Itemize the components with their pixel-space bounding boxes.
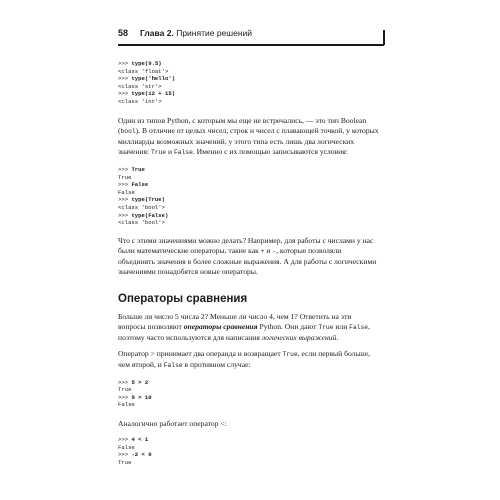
code-input-line xyxy=(118,379,380,387)
paragraph: Больше ли число 5 числа 2? Меньше ли число 4, чем 1? Ответить на эти вопросы позволяют операторы сравнения Python. Они дают True или False, поэтому часто используются для написания логических выражений. xyxy=(118,312,370,343)
code-prompt: >>> xyxy=(118,436,132,443)
code-block xyxy=(118,166,380,227)
code-output-line: <class 'bool'> xyxy=(118,219,165,227)
paragraph: Что с этими значениями можно делать? Например, для работы с числами у нас были математические операторы, такие как + и -, которые позволяли объединять значения в более сложные выражения. А для работы с логическими значениями понадобятся новые операторы. xyxy=(118,235,377,276)
paragraph: Один из типов Python, с которым мы еще не встречались, — это тип Boolean (bool). В отличие от целых чисел, строк и чисел с плавающей точкой, у которых миллиарды возможных значений, у этого типа есть лишь два логических значения: True и False. Именно с их помощью записываются условия: xyxy=(118,115,379,156)
code-output-line: False xyxy=(118,401,135,409)
section-heading: Операторы сравнения xyxy=(118,293,248,306)
code-block xyxy=(118,379,380,409)
code-input-line xyxy=(118,212,380,220)
page-number: 58 xyxy=(118,28,129,38)
code-output-line: <class 'str'> xyxy=(118,82,162,90)
code-input-line xyxy=(118,90,380,98)
chapter-title: Принятие решений xyxy=(176,28,253,38)
code-input-line xyxy=(118,166,380,174)
code-input-line xyxy=(118,60,380,68)
code-input-line xyxy=(118,181,380,189)
code-output-line: True xyxy=(118,386,132,394)
code-input-line xyxy=(118,451,380,459)
code-input: type(12 + 15) xyxy=(131,90,176,98)
code-output-line: False xyxy=(118,188,135,196)
code-output-line: <class 'float'> xyxy=(118,67,169,75)
code-output-line: True xyxy=(118,173,132,181)
code-prompt: >>> xyxy=(118,393,132,401)
code-output-line: False xyxy=(118,443,135,451)
paragraph: Аналогично работает оператор <: xyxy=(118,418,227,428)
header-rule xyxy=(118,44,384,46)
code-input-line xyxy=(118,436,380,444)
code-prompt: >>> xyxy=(118,60,132,67)
chapter-label: Глава 2. xyxy=(140,28,174,38)
code-block xyxy=(118,436,380,466)
code-input: False xyxy=(131,181,149,189)
code-block xyxy=(118,60,380,106)
code-prompt: >>> xyxy=(118,196,132,204)
code-input: 5 > 2 xyxy=(131,378,149,386)
code-output-line: <class 'bool'> xyxy=(118,203,165,211)
code-input: type('hello') xyxy=(131,75,176,83)
code-input: 9 > 10 xyxy=(131,393,152,401)
code-input: True xyxy=(131,165,145,173)
code-input: -2 < 0 xyxy=(131,451,152,459)
code-input: type(9.5) xyxy=(131,60,162,67)
code-input-line xyxy=(118,394,380,402)
code-input: type(False) xyxy=(131,211,169,219)
paragraph: Оператор > принимает два операнда и возвращает True, если первый больше, чем второй, и False в противном случае: xyxy=(118,349,371,370)
code-prompt: >>> xyxy=(118,211,132,219)
running-header xyxy=(118,28,380,38)
code-prompt: >>> xyxy=(118,75,132,83)
code-input: type(True) xyxy=(131,196,166,204)
code-prompt: >>> xyxy=(118,90,132,98)
page-body xyxy=(118,50,380,466)
code-prompt: >>> xyxy=(118,378,132,386)
code-input: 4 < 1 xyxy=(131,436,149,443)
code-output-line: <class 'int'> xyxy=(118,97,162,105)
code-input-line xyxy=(118,75,380,83)
code-prompt: >>> xyxy=(118,451,132,459)
code-prompt: >>> xyxy=(118,181,132,189)
code-input-line xyxy=(118,196,380,204)
code-output-line: True xyxy=(118,458,132,466)
header-rule-end xyxy=(383,30,385,45)
code-prompt: >>> xyxy=(118,165,132,173)
